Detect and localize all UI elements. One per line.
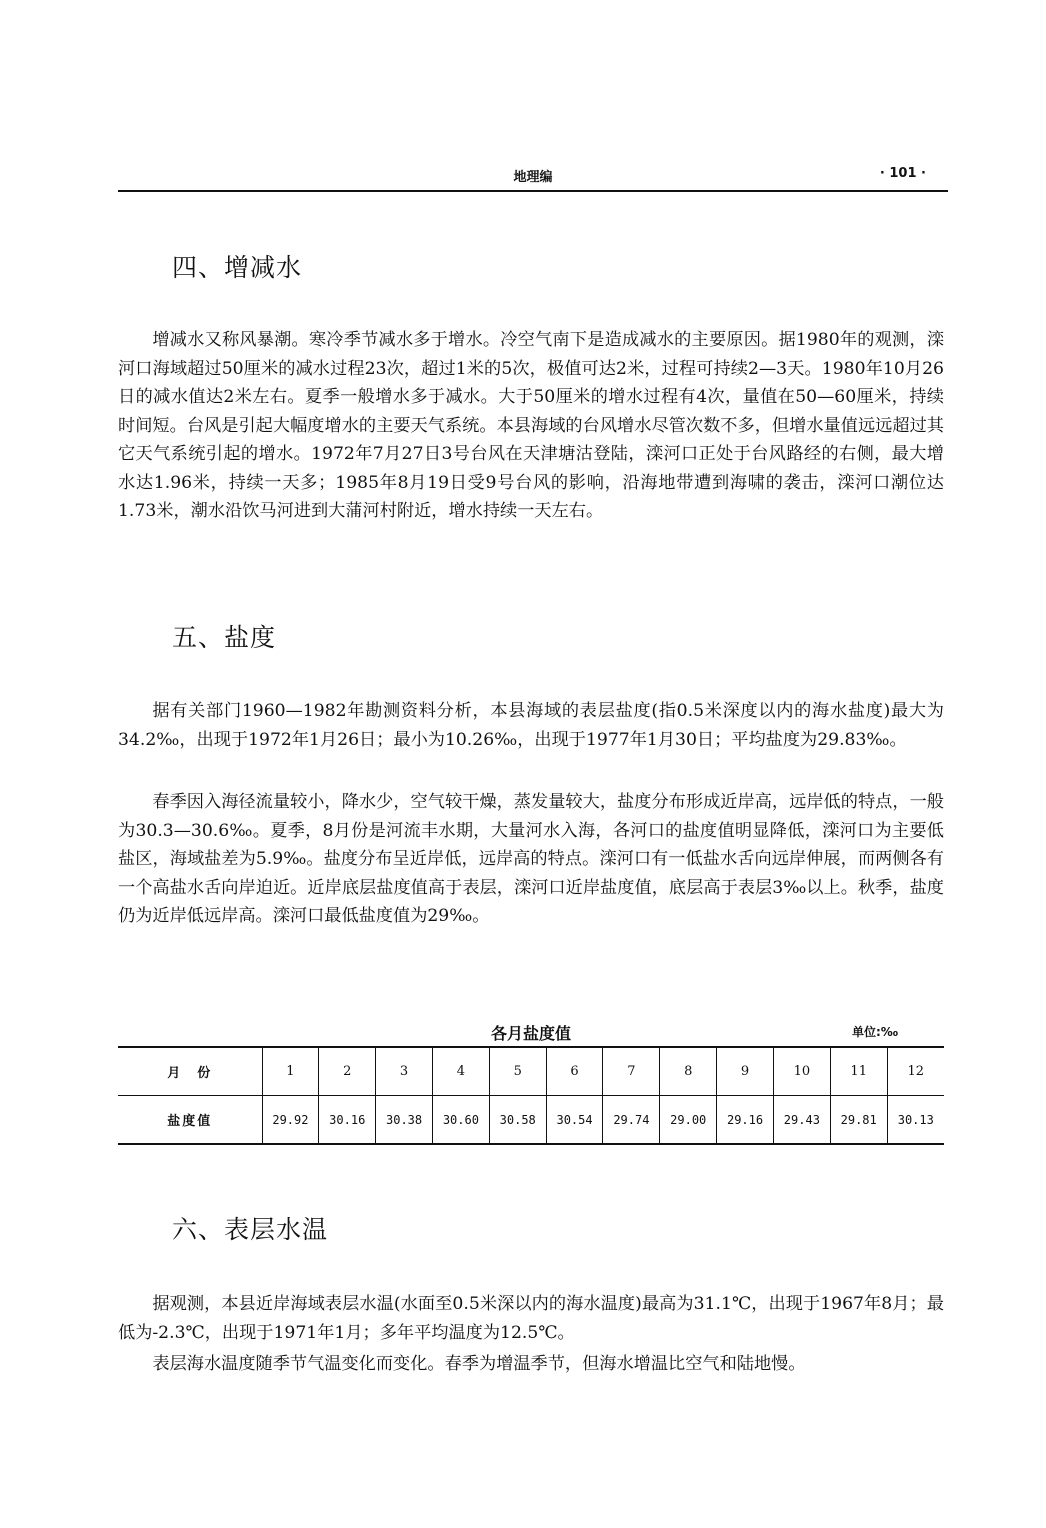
section-heading-storm-surge: 四、增减水 — [172, 253, 303, 282]
page-number: · 101 · — [879, 166, 926, 181]
paragraph-salinity-2: 春季因入海径流量较小，降水少，空气较干燥，蒸发量较大，盐度分布形成近岸高，远岸低的特点，一般为30.3—30.6‰。夏季，8月份是河流丰水期，大量河水入海，各河口的盐度值明显降低，滦河口为主要低盐区，海域盐差为5.9‰。盐度分布呈近岸低，远岸高的特点。滦河口有一低盐水舌向远岸伸展，而两侧各有一个高盐水舌向岸迫近。近岸底层盐度值高于表层，滦河口近岸盐度值，底层高于表层3‰以上。秋季，盐度仍为近岸低远岸高。滦河口最低盐度值为29‰。 — [118, 792, 944, 926]
month-cell: 3 — [376, 1047, 433, 1096]
month-cell: 2 — [319, 1047, 376, 1096]
salinity-table — [118, 1046, 944, 1145]
table-row-months — [118, 1047, 944, 1096]
page-header — [118, 162, 948, 192]
salinity-value-cell: 29.00 — [660, 1096, 717, 1145]
section-heading-surface-temp: 六、表层水温 — [172, 1215, 329, 1244]
month-cell: 10 — [773, 1047, 830, 1096]
table-caption: 各月盐度值 — [490, 1024, 571, 1043]
month-cell: 5 — [489, 1047, 546, 1096]
salinity-value-cell: 30.38 — [376, 1096, 433, 1145]
month-cell: 9 — [717, 1047, 774, 1096]
month-cell: 8 — [660, 1047, 717, 1096]
salinity-value-cell: 29.74 — [603, 1096, 660, 1145]
running-title: 地理编 — [513, 170, 553, 185]
month-cell: 7 — [603, 1047, 660, 1096]
salinity-value-cell: 29.92 — [262, 1096, 319, 1145]
month-cell: 4 — [432, 1047, 489, 1096]
salinity-value-cell: 29.16 — [717, 1096, 774, 1145]
salinity-value-cell: 30.60 — [432, 1096, 489, 1145]
table-unit: 单位:‰ — [852, 1025, 899, 1039]
month-cell: 1 — [262, 1047, 319, 1096]
salinity-value-cell: 30.54 — [546, 1096, 603, 1145]
row-header-salinity: 盐度值 — [167, 1114, 213, 1129]
paragraph-surface-temp-1: 据观测，本县近岸海域表层水温(水面至0.5米深以内的海水温度)最高为31.1℃，出现于1967年8月；最低为-2.3℃，出现于1971年1月；多年平均温度为12.5℃。 — [118, 1294, 944, 1343]
month-cell: 12 — [887, 1047, 944, 1096]
salinity-value-cell: 29.81 — [830, 1096, 887, 1145]
paragraph-surface-temp-2: 表层海水温度随季节气温变化而变化。春季为增温季节，但海水增温比空气和陆地慢。 — [152, 1354, 806, 1374]
salinity-value-cell: 30.16 — [319, 1096, 376, 1145]
paragraph-salinity-1: 据有关部门1960—1982年勘测资料分析，本县海域的表层盐度(指0.5米深度以内的海水盐度)最大为34.2‰，出现于1972年1月26日；最小为10.26‰，出现于1977年1月30日；平均盐度为29.83‰。 — [118, 701, 944, 750]
month-cell: 11 — [830, 1047, 887, 1096]
salinity-value-cell: 30.13 — [887, 1096, 944, 1145]
month-cell: 6 — [546, 1047, 603, 1096]
salinity-value-cell: 29.43 — [773, 1096, 830, 1145]
salinity-value-cell: 30.58 — [489, 1096, 546, 1145]
table-row-salinity — [118, 1096, 944, 1145]
paragraph-storm-surge: 增减水又称风暴潮。寒冷季节减水多于增水。冷空气南下是造成减水的主要原因。据1980年的观测，滦河口海域超过50厘米的减水过程23次，超过1米的5次，极值可达2米，过程可持续2—3天。1980年10月26日的减水值达2米左右。夏季一般增水多于减水。大于50厘米的增水过程有4次，量值在50—60厘米，持续时间短。台风是引起大幅度增水的主要天气系统。本县海域的台风增水尽管次数不多，但增水量值远远超过其它天气系统引起的增水。1972年7月27日3号台风在天津塘沽登陆，滦河口正处于台风路经的右侧，最大增水达1.96米，持续一天多；1985年8月19日受9号台风的影响，沿海地带遭到海啸的袭击，滦河口潮位达1.73米，潮水沿饮马河进到大蒲河村附近，增水持续一天左右。 — [118, 330, 944, 521]
section-heading-salinity: 五、盐度 — [172, 623, 277, 652]
row-header-month: 月 份 — [118, 1047, 262, 1096]
